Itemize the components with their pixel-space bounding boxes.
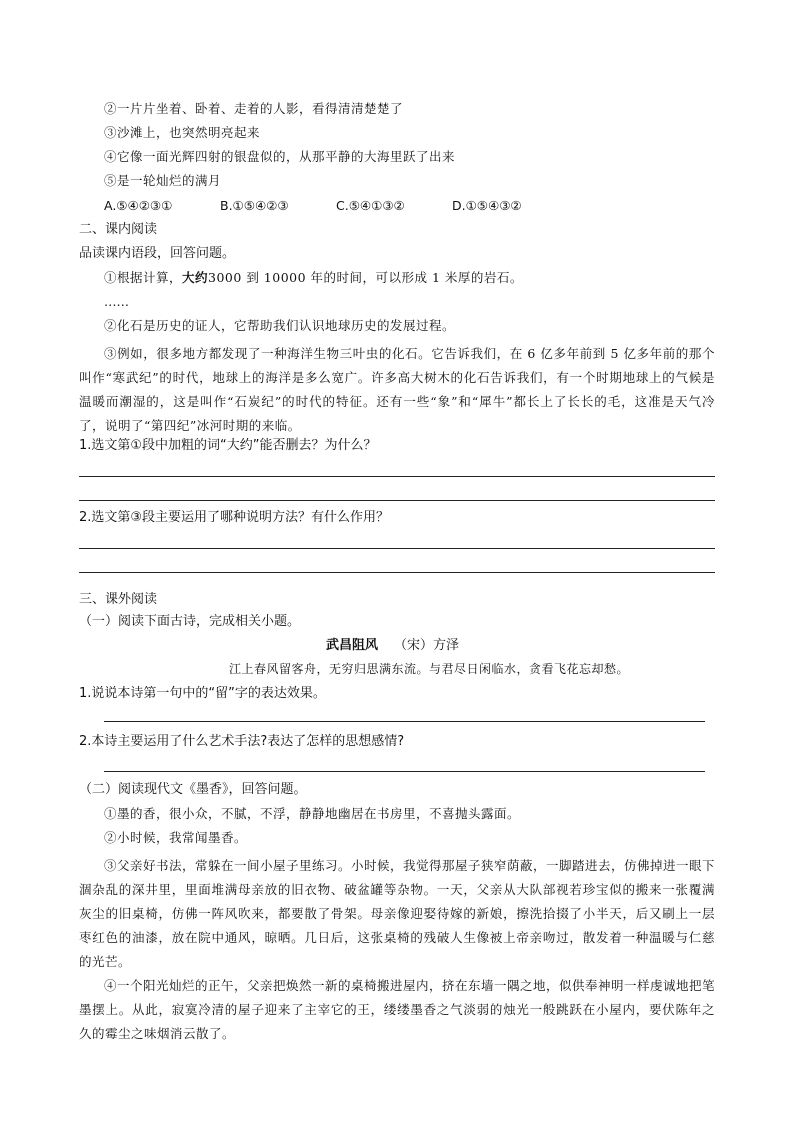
answer-line[interactable] [104,771,705,772]
choice-b[interactable]: B.①⑤④②③ [220,198,289,213]
answer-line[interactable] [79,548,715,549]
answer-choices [104,198,568,214]
option-item-4: ④它像一面光辉四射的银盘似的，从那平静的大海里跃了出来 [104,149,456,164]
poem-text: 江上春风留客舟，无穷归思满东流。与君尽日闲临水，贪看飞花忘却愁。 [229,662,630,676]
section-3-question-1: 1.说说本诗第一句中的“留”字的表达效果。 [79,686,326,701]
passage-paragraph-2: ②化石是历史的证人，它帮助我们认识地球历史的发展过程。 [104,318,456,333]
answer-line[interactable] [79,572,715,573]
choice-c[interactable]: C.⑤④①③② [336,198,405,213]
passage-paragraph-3: ③例如，很多地方都发现了一种海洋生物三叶虫的化石。它告诉我们，在 6 亿多年前到 5 亿多年前的那个叫作“寒武纪”的时代，地球上的海洋是多么宽广。许多高大树木的化石告诉我们，有一个时期地球上的气候是温暖而潮湿的，这是叫作“石炭纪”的时代的特征。还有一些“象”和“犀牛”都长上了长长的毛，这准是天气冷了，说明了“第四纪”冰河时期的来临。 [79,346,715,433]
passage-paragraph-1 [104,270,523,286]
poem-heading [326,638,459,654]
section-2-question-2: 2.选文第③段主要运用了哪种说明方法？有什么作用？ [79,510,390,525]
option-item-3: ③沙滩上，也突然明亮起来 [104,125,261,140]
section-3-question-2: 2.本诗主要运用了什么艺术手法?表达了怎样的思想感情? [79,734,405,749]
choice-d[interactable]: D.①⑤④③② [452,198,522,213]
answer-line[interactable] [79,500,715,501]
p1-bold-word: 大约 [182,270,209,285]
poem-author: （宋）方泽 [394,638,460,653]
section-2-heading: 二、课内阅读 [79,222,158,237]
section-3-sub-2: （二）阅读现代文《墨香》，回答问题。 [79,782,307,797]
option-item-2: ②一片片坐着、卧着、走着的人影，看得清清楚楚了 [104,101,404,116]
poem-title: 武昌阻风 [326,638,379,653]
passage-ellipsis: …… [104,294,129,309]
essay-paragraph-1: ①墨的香，很小众，不腻，不浮，静静地幽居在书房里，不喜抛头露面。 [104,806,521,821]
section-2-question-1: 1.选文第①段中加粗的词“大约”能否删去？为什么？ [79,438,377,453]
p1-text-after: 3000 到 10000 年的时间，可以形成 1 米厚的岩石。 [208,270,523,285]
section-3-heading: 三、课外阅读 [79,592,158,607]
option-item-5: ⑤是一轮灿烂的满月 [104,173,222,188]
essay-paragraph-4: ④一个阳光灿烂的正午，父亲把焕然一新的桌椅搬进屋内，挤在东墙一隅之地，似供奉神明一样虔诚地把笔墨摆上。从此，寂寞冷清的屋子迎来了主宰它的王，缕缕墨香之气淡弱的烛光一般跳跃在小屋内，要伏陈年之久的霉尘之味烟消云散了。 [79,978,716,1041]
essay-paragraph-3: ③父亲好书法，常躲在一间小屋子里练习。小时候，我觉得那屋子狭窄荫蔽，一脚踏进去，仿佛掉进一眼下涸杂乱的深井里，里面堆满母亲放的旧衣物、破盆罐等杂物。一天，父亲从大队部视若珍宝似的搬来一张覆满灰尘的旧桌椅，仿佛一阵风吹来，都要散了骨架。母亲像迎娶待嫁的新娘，擦洗拾掇了小半天，后又刷上一层枣红色的油漆，放在院中通风，晾晒。几日后，这张桌椅的残破人生像被上帝亲吻过，散发着一种温暖与仁慈的光芒。 [79,858,716,969]
answer-line[interactable] [104,721,705,722]
section-2-intro: 品读课内语段，回答问题。 [79,246,236,261]
section-3-sub-1: （一）阅读下面古诗，完成相关小题。 [79,614,301,629]
choice-a[interactable]: A.⑤④②③① [104,198,173,213]
p1-text-before: ①根据计算， [104,270,183,285]
answer-line[interactable] [79,476,715,477]
essay-paragraph-2: ②小时候，我常闻墨香。 [104,830,248,845]
